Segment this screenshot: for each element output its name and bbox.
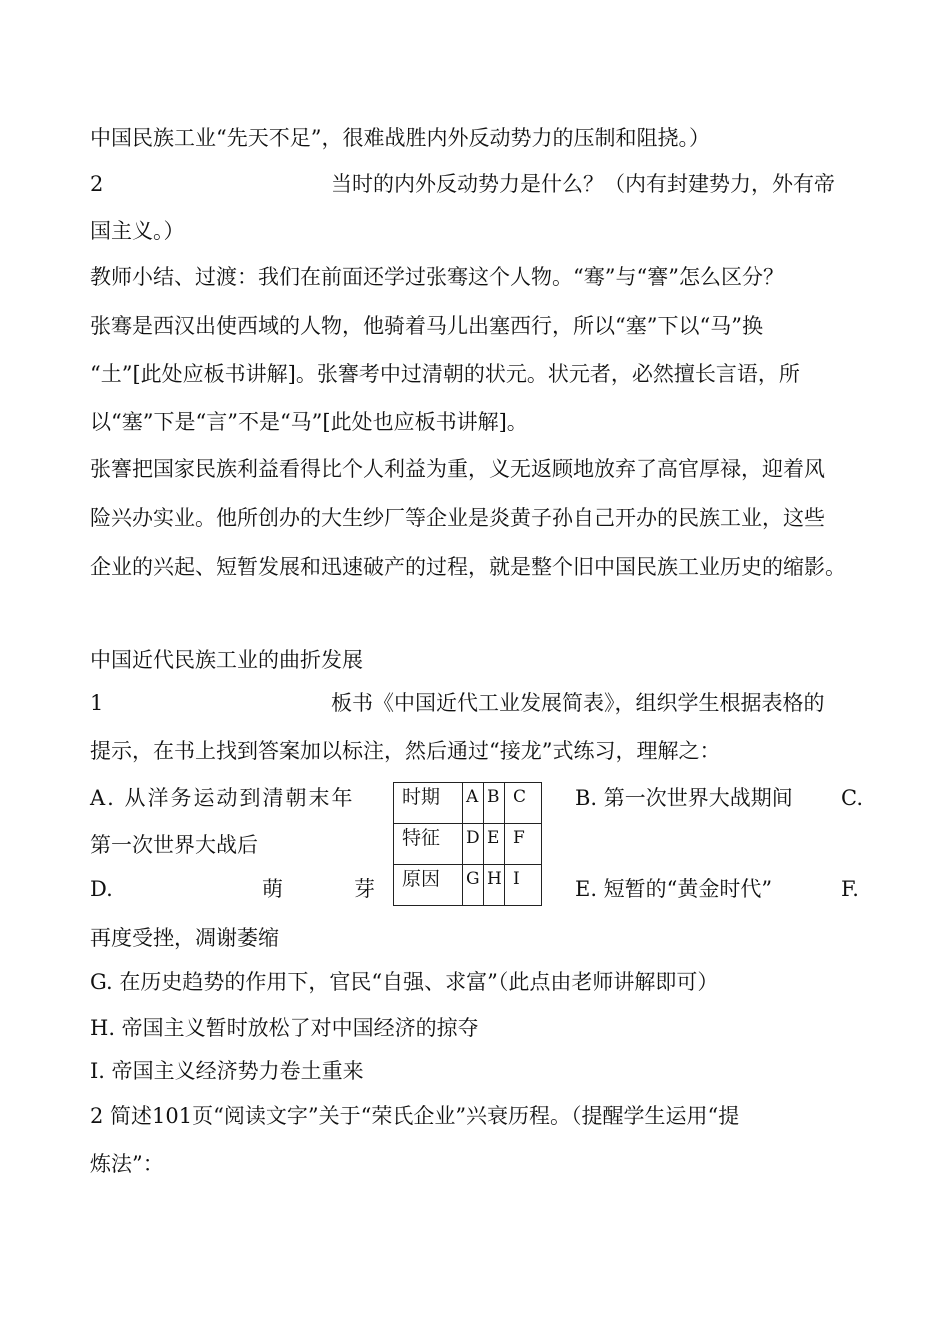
table-cell: 原因 [394,865,463,906]
paragraph-line: 板书《中国近代工业发展简表》，组织学生根据表格的 [331,691,825,715]
table-cell: H [484,865,505,906]
table-cell: B [484,783,505,824]
option-c-label: C. [841,786,863,810]
option-d-label: D. [90,877,113,901]
table-cell: D [463,824,484,865]
paragraph-line: 张謇把国家民族利益看得比个人利益为重，义无返顾地放弃了高官厚禄，迎着风 [90,457,825,481]
development-table [393,782,542,906]
list-number: 2 [90,172,104,196]
option-g: G. 在历史趋势的作用下，官民“自强、求富”（此点由老师讲解即可） [90,970,719,994]
table-row [394,824,542,865]
table-cell: C [505,783,542,824]
paragraph-line: 险兴办实业。他所创办的大生纱厂等企业是炎黄子孙自己开办的民族工业，这些 [90,506,825,530]
paragraph-line: 2 简述101页“阅读文字”关于“荣氏企业”兴衰历程。（提醒学生运用“提 [90,1104,740,1128]
option-e: E. 短暂的“黄金时代” [575,877,773,901]
table-cell: 时期 [394,783,463,824]
option-a: A. 从洋务运动到清朝末年 [90,786,355,810]
table-cell: E [484,824,505,865]
list-number: 1 [90,691,104,715]
paragraph-line: 教师小结、过渡：我们在前面还学过张骞这个人物。“骞”与“謇”怎么区分？ [90,265,784,289]
paragraph-line: 当时的内外反动势力是什么？（内有封建势力，外有帝 [331,172,835,196]
table-cell: G [463,865,484,906]
option-f-text: 再度受挫，凋谢萎缩 [90,926,279,950]
paragraph-line: 张骞是西汉出使西域的人物，他骑着马儿出塞西行，所以“塞”下以“马”换 [90,314,763,338]
option-d-text-2: 芽 [354,877,375,901]
option-f-label: F. [841,877,859,901]
table-cell: F [505,824,542,865]
option-b: B. 第一次世界大战期间 [575,786,793,810]
table-cell: A [463,783,484,824]
table-cell: 特征 [394,824,463,865]
option-d-text-1: 萌 [262,877,283,901]
section-heading: 中国近代民族工业的曲折发展 [90,648,363,672]
paragraph-line: 企业的兴起、短暂发展和迅速破产的过程，就是整个旧中国民族工业历史的缩影。 [90,555,846,579]
paragraph-line: 以“塞”下是“言”不是“马”[此处也应板书讲解]。 [90,410,528,434]
paragraph-line: 国主义。） [90,219,185,243]
option-i: I. 帝国主义经济势力卷土重来 [90,1059,364,1083]
paragraph-line: 中国民族工业“先天不足”，很难战胜内外反动势力的压制和阻挠。） [90,126,710,150]
option-c-text: 第一次世界大战后 [90,833,258,857]
table-row [394,783,542,824]
option-h: H. 帝国主义暂时放松了对中国经济的掠夺 [90,1016,479,1040]
paragraph-line: “土”[此处应板书讲解]。张謇考中过清朝的状元。状元者，必然擅长言语，所 [90,362,800,386]
table-cell: I [505,865,542,906]
paragraph-line: 炼法”： [90,1152,164,1176]
table-row [394,865,542,906]
paragraph-line: 提示，在书上找到答案加以标注，然后通过“接龙”式练习，理解之： [90,739,721,763]
